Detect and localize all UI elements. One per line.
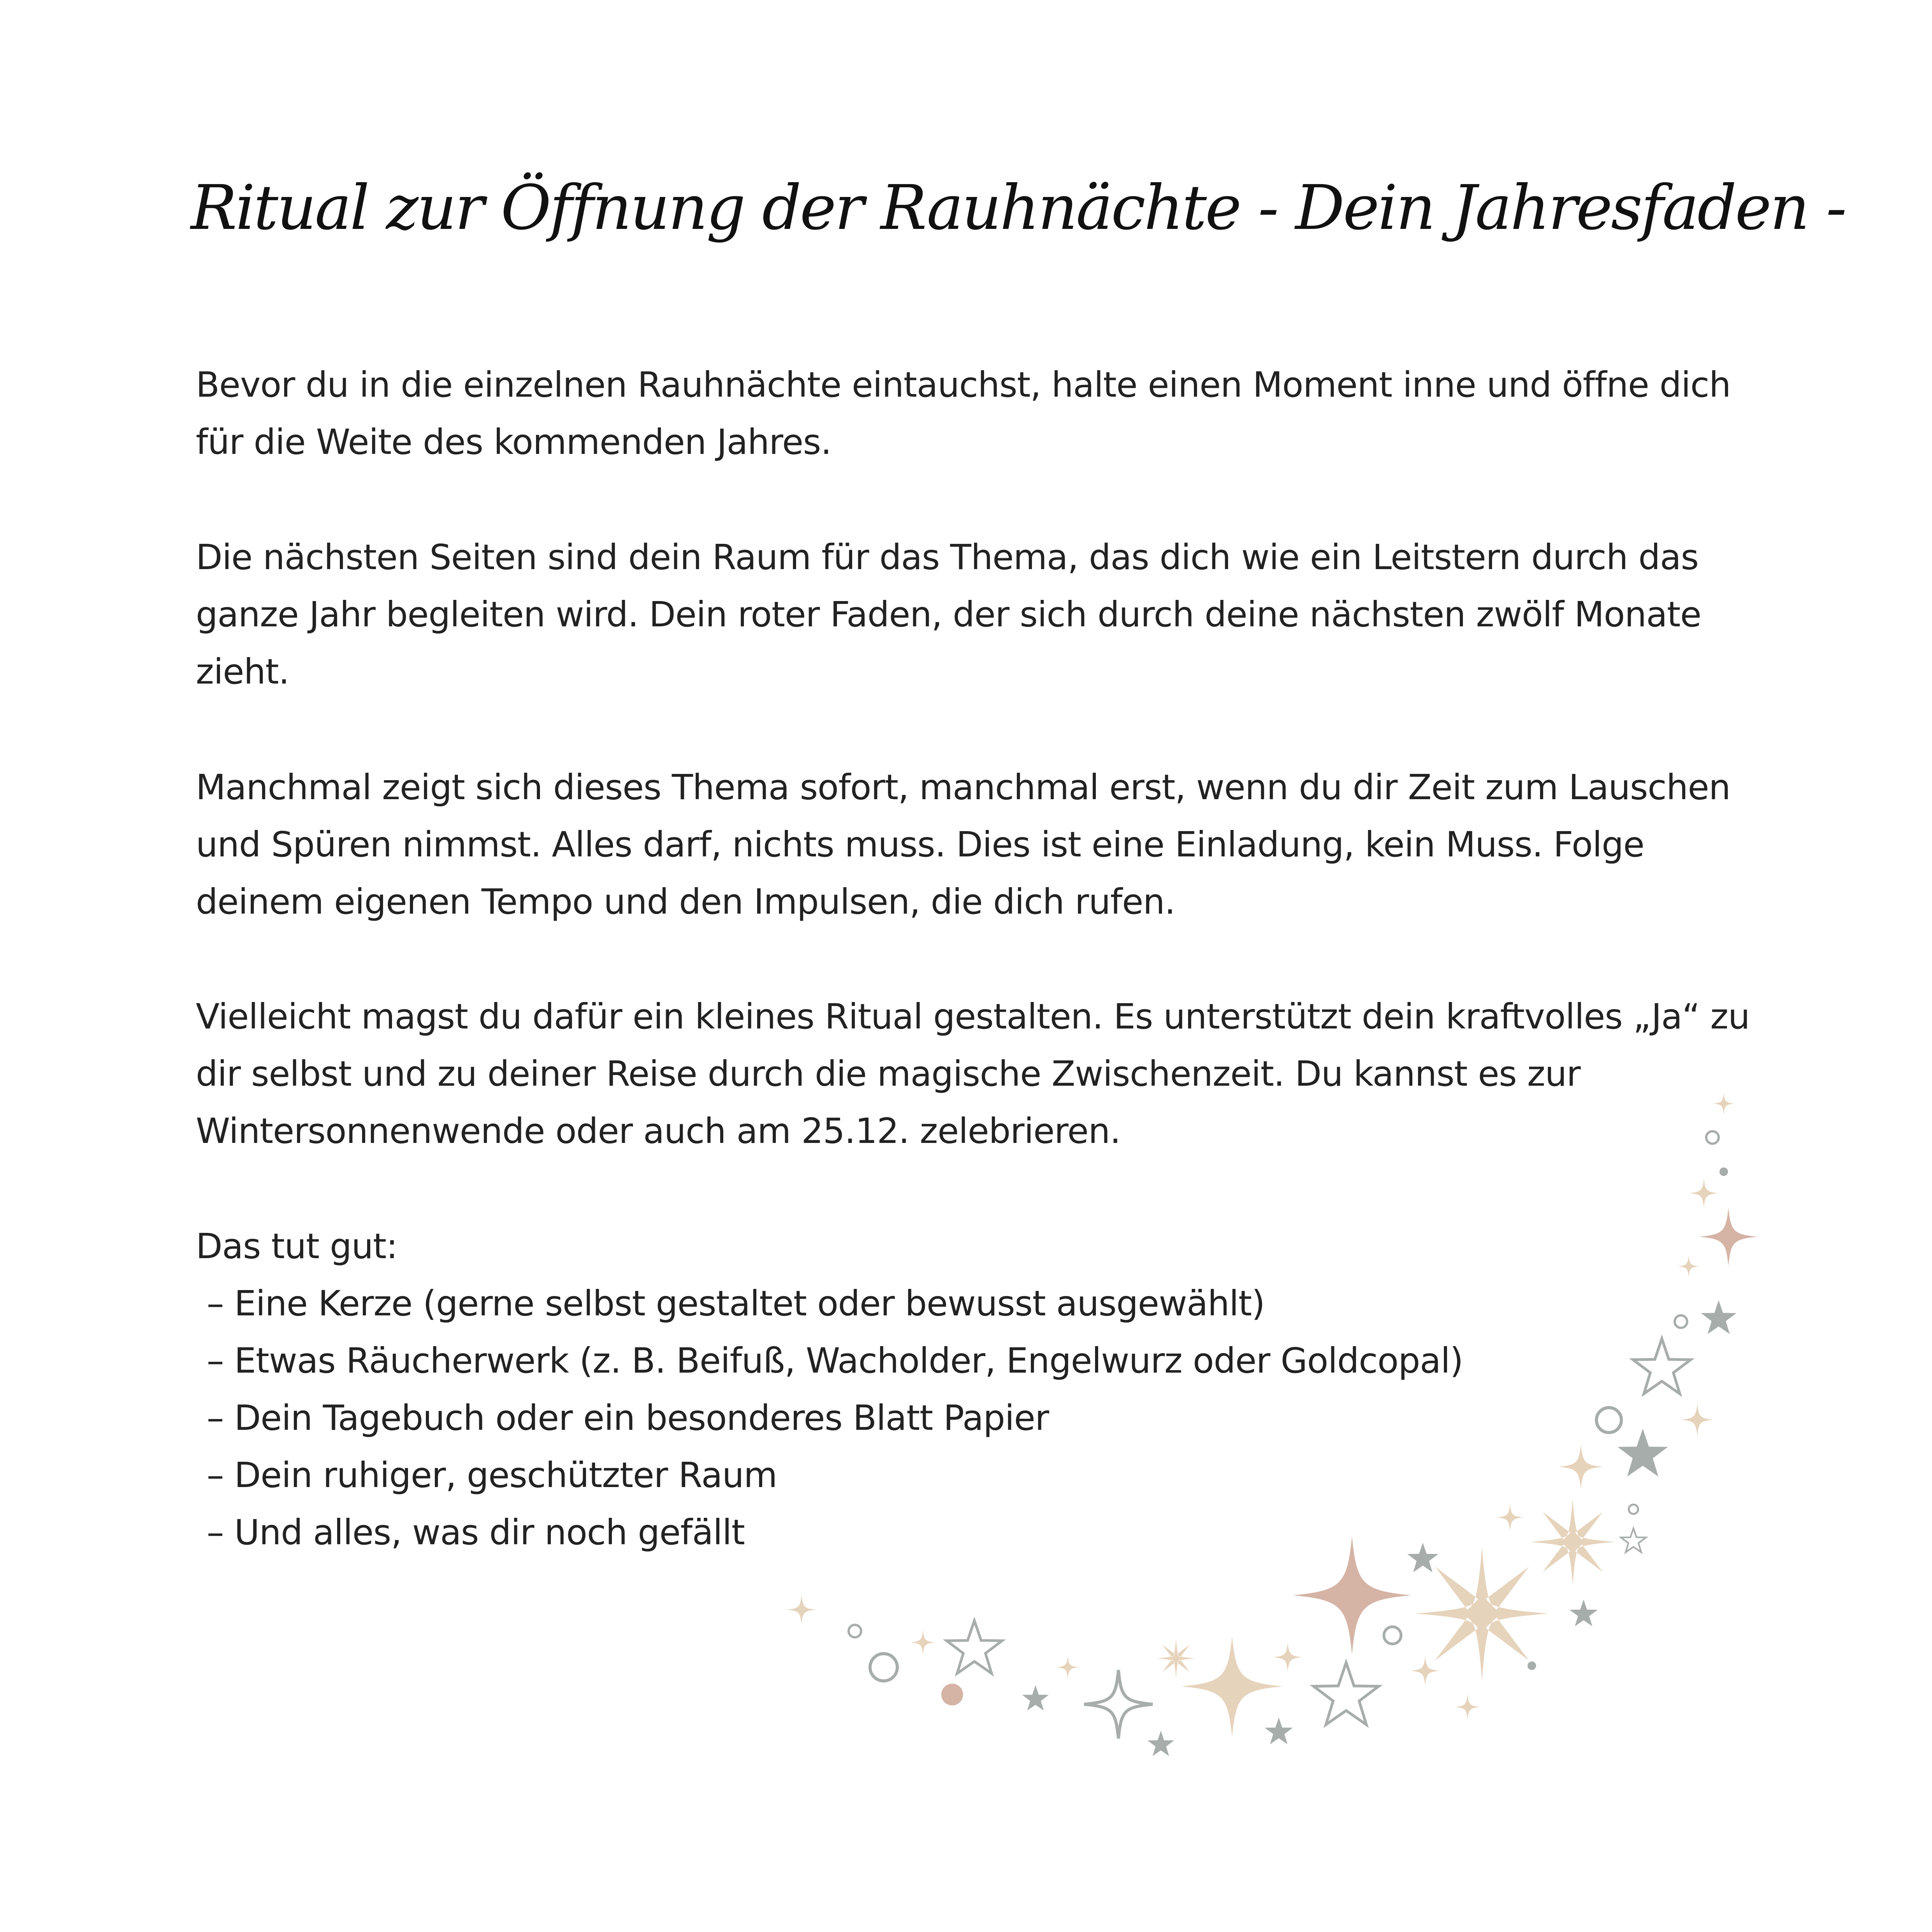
checklist <box>196 1218 1784 1561</box>
list-item: – Dein Tagebuch oder ein besonderes Blatt Papier <box>207 1398 1049 1438</box>
list-item: – Und alles, was dir noch gefällt <box>207 1512 745 1552</box>
list-item: – Eine Kerze (gerne selbst gestaltet oder bewusst ausgewählt) <box>207 1283 1265 1324</box>
text-line: Manchmal zeigt sich dieses Thema sofort, manchmal erst, wenn du dir Zeit zum Lauschen <box>196 767 1730 807</box>
text-line: Vielleicht magst du dafür ein kleines Ritual gestalten. Es unterstützt dein kraftvolles „Ja“ zu <box>196 996 1750 1037</box>
text-line: zieht. <box>196 651 289 692</box>
paragraph-theme <box>196 529 1784 700</box>
text-line: für die Weite des kommenden Jahres. <box>196 422 832 462</box>
text-line: deinem eigenen Tempo und den Impulsen, die dich rufen. <box>196 881 1175 922</box>
checklist-heading: Das tut gut: <box>196 1226 398 1266</box>
paragraph-invitation <box>196 759 1784 930</box>
text-line: ganze Jahr begleiten wird. Dein roter Faden, der sich durch deine nächsten zwölf Monate <box>196 594 1701 635</box>
list-item: – Dein ruhiger, geschützter Raum <box>207 1455 777 1495</box>
text-line: Bevor du in die einzelnen Rauhnächte eintauchst, halte einen Moment inne und öffne dich <box>196 364 1731 405</box>
text-line: Die nächsten Seiten sind dein Raum für das Thema, das dich wie ein Leitstern durch das <box>196 537 1699 577</box>
page-title: Ritual zur Öffnung der Rauhnächte - Dein Jahresfaden - <box>191 172 1846 244</box>
list-item: – Etwas Räucherwerk (z. B. Beifuß, Wacholder, Engelwurz oder Goldcopal) <box>207 1340 1463 1381</box>
paragraph-ritual <box>196 988 1784 1160</box>
text-line: dir selbst und zu deiner Reise durch die magische Zwischenzeit. Du kannst es zur <box>196 1053 1580 1094</box>
text-line: Wintersonnenwende oder auch am 25.12. zelebrieren. <box>196 1111 1121 1151</box>
text-line: und Spüren nimmst. Alles darf, nichts muss. Dies ist eine Einladung, kein Muss. Folge <box>196 824 1644 865</box>
paragraph-intro <box>196 356 1784 471</box>
